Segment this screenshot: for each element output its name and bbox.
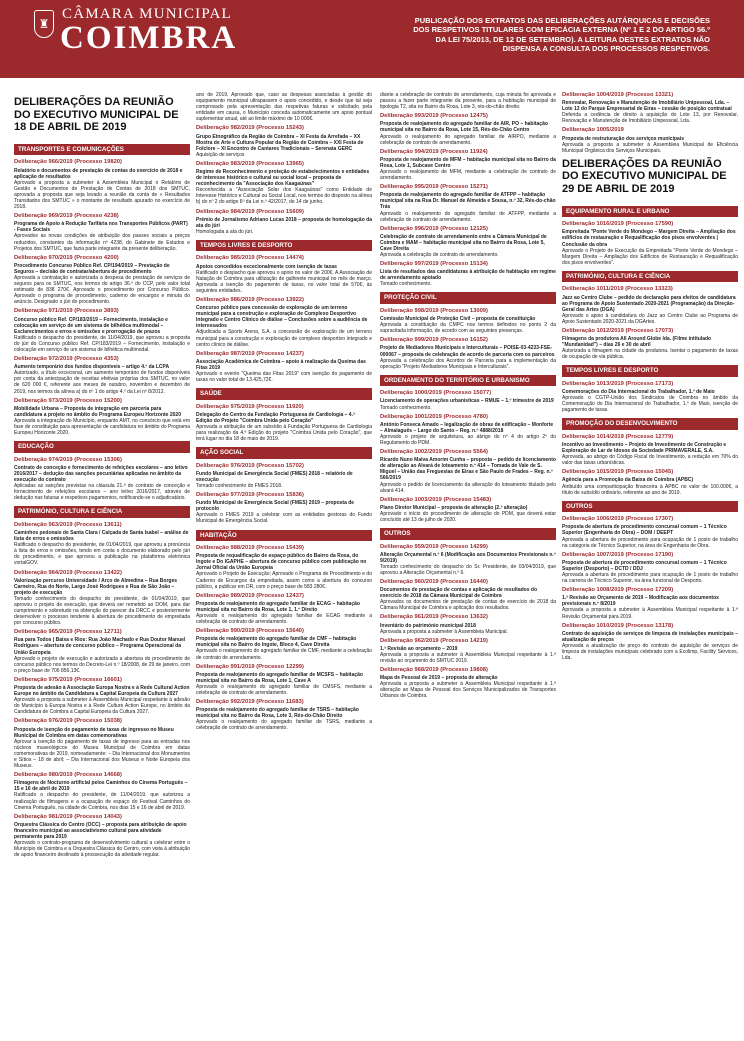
deliberation-body: Adjudicada a Sports Arena, S.A. a concessão de exploração de um terreno municipal para a construção e exploração de complexo desportivo integrado e centro clínico de diálise. <box>196 329 372 348</box>
deliberation-subject: 1.ª Revisão ao Orçamento de 2019 – Modificação aos documentos previsionais n.º 8/2019 <box>562 595 719 608</box>
deliberation-entry <box>562 623 738 662</box>
deliberation-entry <box>380 544 556 576</box>
deliberation-subject: Contrato de aquisição de serviços de limpeza de instalações municipais – atualização de preços <box>562 630 738 643</box>
deliberation-subject: Concurso público para concessão de exploração de um terreno municipal para a construção e exploração de Complexo Desportivo Integrado e Centro Clínico de diálise – Conclusões sobre a audiência de interessados <box>196 305 368 330</box>
section-header: ORDENAMENTO DO TERRITÓRIO E URBANISMO <box>380 375 556 387</box>
deliberation-entry <box>196 92 372 122</box>
deliberation-subject: Plano Diretor Municipal – proposta de alteração (2.ª alteração) <box>380 504 528 511</box>
deliberation-body: Aprovado a proposta a submeter à Assembleia Municipal o Relatório de Gestão e Documentos de Prestação de Contas de 2018 dos SMTUC, aprovada a proposta que seja levado a reunião da conta de « Resultados Transitados dos SMTUC » o montante de resultado apurado no exercício de 2018. <box>14 179 190 211</box>
deliberation-title: Deliberação 971/2019 (Processo 3893) <box>14 308 119 315</box>
deliberation-entry <box>562 469 738 495</box>
deliberation-entry <box>196 125 372 157</box>
deliberation-subject: Procedimento Concurso Público Ref. CP/194/2019 – Prestação de Seguros – decisão de contratar/abertura de procedimento <box>14 262 170 275</box>
deliberation-title: Deliberação 965/2019 (Processo 12711) <box>14 629 122 636</box>
deliberation-entry <box>380 667 556 699</box>
deliberation-entry <box>14 159 190 210</box>
deliberation-title: Deliberação 1011/2019 (Processo 13323) <box>562 286 673 293</box>
deliberation-entry <box>196 255 372 294</box>
deliberation-body: Aprovado o início do procedimento de alteração do PDM, que deverá estar concluído até 13 de julho de 2020. <box>380 510 556 523</box>
deliberation-subject: Rua para Todos | Baixa e Rios: Rua João Machado e Rua Doutor Manuel Rodrigues – abertura de concurso público – Programa Operacional da União Europeia <box>14 637 186 656</box>
deliberation-subject: António Fonseca Amado – legalização de obras de edificação – Monforte – Almalaguês – Largo do Santo – Reg. n.º 4888/2018 <box>380 421 554 434</box>
deliberation-subject: Proposta de realojamento do agregado familiar de MCSFS – habitação municipal sita no Bairro da Rosa, Lote 1, Cave A <box>196 671 363 684</box>
deliberation-body: Aprovado o projeto de arquitetura, ao abrigo do nº 4 do artigo 2º do Regulamento do PDM. <box>380 433 556 446</box>
deliberation-title: Deliberação 1016/2019 (Processo 17590) <box>562 221 674 228</box>
deliberation-entry <box>196 492 372 524</box>
deliberation-subject: Filmagens de Nocturno artificial pelos Caminhos do Cinema Português – 15 e 16 de abril de 2019 <box>14 780 188 793</box>
deliberation-title: Deliberação 980/2019 (Processo 14668) <box>14 772 122 779</box>
deliberation-body: Aprovado o FMES 2019 a celebrar com as entidades gestoras do Fundo Municipal de Emergência Social. <box>196 512 372 525</box>
deliberation-body: Aprovado o realojamento do agregado familiar de AIRPO, mediante a celebração de contrato de arrendamento. <box>380 133 556 146</box>
deliberation-body: Tomado conhecimento do FMES 2018. <box>196 483 283 490</box>
deliberation-entry <box>196 545 372 590</box>
deliberation-body: Autorizada a filmagem na cidade da produtora. Isentar o pagamento de taxas de ocupação de via pública. <box>562 348 738 361</box>
deliberation-subject: Mapa de Pessoal de 2019 – proposta de alteração <box>380 675 498 682</box>
deliberation-entry <box>14 718 190 769</box>
section-header: TEMPOS LIVRES E DESPORTO <box>562 365 738 377</box>
deliberation-title: Deliberação 1006/2019 (Processo 17307) <box>562 516 674 523</box>
deliberation-body: Deferida a cedência de direito à aquisição do Lote 13, por Renovalar, Renovação e Manutenção de Imobiliário Unipessoal, Lda. <box>562 112 738 125</box>
deliberation-subject: Proposta de realojamento do agregado familiar de ECAG – habitação municipal sita no Bairro da Rosa, Lote 1, 1.º Direito <box>196 600 360 613</box>
deliberation-title: Deliberação 995/2019 (Processo 15271) <box>380 184 488 191</box>
deliberation-title: Deliberação 989/2019 (Processo 12437) <box>196 592 304 599</box>
deliberation-subject: Contrato de conceção e fornecimento de refeições escolares – ano letivo 2016/2017 – dedução das sanções pecuniárias aplicadas no âmbito da execução do contrato <box>14 464 188 483</box>
deliberation-subject: Comemorações do Dia Internacional do Trabalhador, 1.º de Maio <box>562 389 715 396</box>
deliberation-subject: Proposta de realojamento do agregado familiar de AIR, PO – habitação municipal sita no Bairro da Rosa, Lote 15, Rés-do-Chão Centro <box>380 121 548 134</box>
deliberation-title: Deliberação 959/2019 (Processo 14299) <box>380 543 488 550</box>
section-header: EDUCAÇÃO <box>14 441 190 453</box>
deliberation-title: Deliberação 961/2019 (Processo 13632) <box>380 614 488 621</box>
deliberation-body: Tomado conhecimento do despacho do presidente, de 01/04/2019, que aprovou o projeto de execução, que deverá ser remetido ao DOM, para dar cumprimento e sobretudo na obtenção do parecer da DRCC e posteriormente desenvolver o processo tendente à abertura de procedimento de empreitada por concurso público. <box>14 595 190 627</box>
deliberation-title: Deliberação 985/2019 (Processo 14474) <box>196 255 304 262</box>
section-header: AÇÃO SOCIAL <box>196 447 372 459</box>
deliberation-title: Deliberação 977/2019 (Processo 15836) <box>196 492 304 499</box>
deliberation-subject: Caminhos pedonais de Santa Clara / Calçada de Santa Isabel – análise de lista de erros e omissões <box>14 529 189 543</box>
deliberation-body: Ratificado o despacho do presidente, de 11/04/2019, que aprovou a proposta do júri do Concurso público Ref. CP/183/2019 – Fornecimento, instalação e colocação em serviço de um sistema de bilhética multimodal. <box>14 334 190 353</box>
deliberation-entry <box>196 628 372 660</box>
deliberation-subject: Proposta de abertura de procedimento concursal comum – 1 Técnico Superior (Desporto) – DCTD / DDJ <box>562 559 727 572</box>
deliberation-subject: Comissão Municipal de Proteção Civil – proposta de constituição <box>380 316 536 323</box>
deliberation-body: Aprovada a celebração dos Acordos de Parceria para a implementação da operação "Projeto Mediadores Municipais e Interculturais". <box>380 357 556 370</box>
deliberation-entry <box>562 328 738 360</box>
deliberation-subject: Fundo Municipal de Emergência Social (FMES) 2019 – proposta de protocolo <box>196 500 355 513</box>
deliberation-body: Aplicadas as sanções previstas na cláusula 21.ª do contrato de conceção e fornecimento de refeições escolares – ano letivo 2016/2017, através de dedução nas faturas e respetivos pagamentos, notificando-se o adjudicatário. <box>14 483 190 502</box>
section-header: OUTROS <box>562 501 738 513</box>
deliberation-body: Aprovada a proposta a submeter à Assembleia Municipal respeitante à 1.ª Revisão Orçamental para 2019. <box>562 607 738 620</box>
deliberation-title: Deliberação 972/2019 (Processo 4353) <box>14 356 119 363</box>
column-3 <box>380 92 556 1036</box>
deliberation-subject: Licenciamento de operações urbanísticas – RMUE – 1.º trimestre de 2019 <box>380 398 554 405</box>
deliberation-title: Deliberação 992/2019 (Processo 11683) <box>196 699 304 706</box>
deliberation-body: Ratificado o despacho que aprovou o apoio no valor de 200€. A Associação de Natação de Coimbra para utilização de galhinete municipal no mês de março. Aprovada a isenção do pagamento de taxas, no valor total de 570€, às seguintes entidades. <box>196 269 372 294</box>
deliberation-entry <box>562 221 738 266</box>
section-header: HABITAÇÃO <box>196 530 372 542</box>
deliberation-subject: Renovalar, Renovação e Manutenção de Imobiliário Unipessoal, Lda. – Lote 13 do Parque Empresarial de Eiras – cessão de posição contratual <box>562 100 732 113</box>
deliberation-entry <box>196 161 372 206</box>
deliberation-body: ano de 2019. Aprovado que, caso as despesas associadas à gestão do equipamento municipal ultrapassem o apoio concedido, e desde que tal seja comprovado pela apresentação das respetivas faturas e solicitado pela entidade em causa, o Município conceda automaticamente um apoio pontual suplementar anual, até ao limite máximo de 10 000€. <box>196 92 372 123</box>
section-header: TEMPOS LIVRES E DESPORTO <box>196 240 372 252</box>
page-header <box>0 0 744 78</box>
deliberation-subject: Inventário do património municipal 2018 <box>380 622 476 629</box>
deliberation-title: Deliberação 1002/2019 (Processo 5564) <box>380 449 488 456</box>
deliberation-title: Deliberação 1012/2019 (Processo 17073) <box>562 327 674 334</box>
deliberation-subject: Programa de Apoio à Redução Tarifária nos Transportes Públicos (PART) - Fases Sociais <box>14 221 188 234</box>
deliberation-body: Aprovado o realojamento do agregado familiar de ECAG mediante a celebração de contrato de arrendamento. <box>196 613 372 626</box>
deliberation-body: Aprovado o Projeto de Execução da Empreitada "Ponte Verde do Mondego – Margem Direita – Ampliação dos Edifícios de Restauração e Requalificação dos pisos envolventes". <box>562 247 738 266</box>
deliberation-body: Autorizado, a título excecional, um aumento temporário de fundos disponíveis por conta da antecipação de receitas efetivas próprias dos SMTUC, no valor de 620 000 €, referente aos meses de outubro, novembro e dezembro de 2019, nos termos da alínea a) do nº 1 do artigo 4.º da Lei nº 8/2012. <box>14 370 190 395</box>
deliberation-body: Aprovada a atribuição de um subsídio à Fundação Portuguesa de Cardiologia para realização da 4.ª Edição do projeto "Coimbra Unida pelo Coração", que terá lugar no dia 18 de maio de 2019. <box>196 423 372 443</box>
deliberation-title: Deliberação 1005/2019 <box>562 127 624 134</box>
deliberation-title: Deliberação 984/2019 (Processo 15609) <box>196 208 304 215</box>
deliberation-subject: Valorização percurso Universidade / Arco de Almedina – Rua Borges Carneiro, Rua do Norte, Largo José Rodrigues e Rua de São João – projeto de execução <box>14 577 178 596</box>
deliberation-title: Deliberação 976/2019 (Processo 15702) <box>196 462 304 469</box>
deliberation-entry <box>380 92 556 110</box>
deliberation-body: Aprovada a atualização de preço do contrato de aquisição de serviços de limpeza de instalações municipais celebrado com a Ecolimp, Facility Services, Lda. <box>562 642 738 662</box>
deliberation-subject: Apoios concedidos excecionalmente com isenção de taxas <box>196 263 337 270</box>
deliberation-title: Deliberação 987/2019 (Processo 14237) <box>196 350 304 357</box>
deliberation-subject: 1.ª Revisão ao orçamento – 2019 <box>380 645 458 652</box>
deliberation-title: Deliberação 964/2019 (Processo 13422) <box>14 569 122 576</box>
deliberation-body: Homologada a ata do júri. <box>196 228 254 235</box>
deliberation-title: Deliberação 998/2019 (Processo 13009) <box>380 308 488 315</box>
deliberation-entry <box>380 261 556 287</box>
deliberation-title: Deliberação 969/2019 (Processo 4238) <box>14 213 119 220</box>
deliberation-subject: Filmagens da produtora All Around Globe lda. (Filme intitulado "Mundanidad") – dias 26 e 30 de abril <box>562 336 712 349</box>
deliberation-title: Deliberação 976/2019 (Processo 15038) <box>14 718 122 725</box>
deliberation-body: Aprovada, ao abrigo do Código Fiscal do Investimento, a redução em 70% do valor das taxas urbanísticas. <box>562 454 738 467</box>
deliberation-subject: Fundo Municipal de Emergência Social (FMES) 2018 – relatório de execução <box>196 470 353 483</box>
deliberation-subject: Proposta de abertura de procedimento concursal comum – 1 Técnico Superior (Engenharia do Obra) – DOM / DEEPT <box>562 524 727 537</box>
section-header: PROTEÇÃO CIVIL <box>380 292 556 304</box>
deliberation-title: Deliberação 962/2019 (Processo 14219) <box>380 637 488 644</box>
deliberation-entry <box>562 587 738 619</box>
deliberation-subject: Proposta de realojamento do agregado familiar de ATFPP – habitação municipal sita na Rua Dr. Manuel de Almeida e Sousa, n.º 32, Rés-do-chão Trás <box>380 192 556 211</box>
deliberation-title: Deliberação 991/2019 (Processo 12299) <box>196 663 304 670</box>
deliberation-entry <box>14 398 190 437</box>
deliberation-title: Deliberação 1010/2019 (Processo 13178) <box>562 622 674 629</box>
deliberation-entry <box>14 814 190 859</box>
deliberation-title: Deliberação 963/2019 (Processo 13611) <box>14 521 122 528</box>
deliberation-subject: Regime de Reconhecimento e proteção de estabelecimentos e entidades de interesse histórico e cultural ou social local – proposta de reconhecimento da "Associação dos Kaagaúnas" <box>196 168 370 188</box>
deliberation-subject: Proposta de restruturação dos serviços municipais <box>562 135 684 142</box>
deliberation-entry <box>196 351 372 383</box>
deliberation-subject: Proposta de realojamento do agregado familiar de CMF – habitação municipal sita no Bairro do Ingote, Bloco 4, Cave Direita <box>196 636 357 649</box>
deliberation-entry <box>562 286 738 325</box>
deliberation-entry <box>380 308 556 334</box>
deliberation-entry <box>562 516 738 548</box>
deliberation-subject: Relatório e documentos de prestação de contas do exercício de 2018 e aplicação de resultados <box>14 167 183 180</box>
section-header: PROMOÇÃO DO DESENVOLVIMENTO <box>562 418 738 430</box>
deliberation-entry <box>380 414 556 446</box>
deliberation-body: Tomado conhecimento. <box>380 404 432 411</box>
deliberation-body: Aprovado o realojamento do agregado familiar de CMSFS, mediante a celebração de contrato de arrendamento. <box>196 683 372 696</box>
deliberation-entry <box>562 434 738 466</box>
deliberation-title: Deliberação 970/2019 (Processo 4200) <box>14 254 119 261</box>
deliberation-subject: Proposta de requalificação de espaço público do Bairro da Rosa, do Ingote e Do IGAPHE – abertura de concurso público com publicação no Jornal Oficial da União Europeia <box>196 553 367 572</box>
deliberation-title: Deliberação 960/2019 (Processo 16440) <box>380 579 488 586</box>
deliberation-title: Deliberação 1015/2019 (Processo 15045) <box>562 469 674 476</box>
deliberation-entry <box>380 449 556 494</box>
deliberation-body: Aprovada a proposta a submeter à Assembleia Municipal. <box>380 628 508 635</box>
deliberation-body: Tomado conhecimento do despacho do Sr. Presidente, de 03/04/2019, que aprovou a Alteração Orçamental n.º 6. <box>380 563 556 576</box>
deliberation-subject: Proposta de realojamento de MFM – habitação municipal sita no Bairro da Rosa, Lote 1, Subcave Centro <box>380 156 556 169</box>
deliberation-subject: Lista de resultados das candidaturas à atribuição de habitação em regime de arrendamento apoiado <box>380 269 556 282</box>
deliberation-body: Ratificado o despacho do presidente, de 01/04/2019, que aprovou a pronúncia à lista de erros e omissões, tendo em conta o documento elaborado pelo júri do procedimento, e que aprovou a publicação na plataforma eletrónica vortalGOV. <box>14 542 190 567</box>
deliberation-body: Tomado conhecimento. <box>380 281 432 288</box>
meeting-title: DELIBERAÇÕES DA REUNIÃO DO EXECUTIVO MUNICIPAL DE 29 DE ABRIL DE 2019 <box>562 157 727 196</box>
deliberation-body: Aprovada a abertura de procedimento para ocupação de 1 posto de trabalho na categoria de Técnico Superior, na área de Engenharia de Obra. <box>562 536 738 549</box>
section-header: TRANSPORTES E COMUNICAÇÕES <box>14 144 190 156</box>
deliberation-body: Aprovar a isenção do pagamento de taxas de ingresso para as entradas nos núcleos museológicos do Museu Municipal de Coimbra em datas comemorativas de 2019, nomeadamente: – Dia Internacional dos Monumentos e Sítios – 18 de abril; – Dia Internacional dos Museus e Noite Europeia dos Museus. <box>14 738 190 770</box>
deliberation-subject: Delegação do Centro da Fundação Portuguesa de Cardiologia – 4.ª Edição do Projeto "Coimbra Unida pelo Coração" <box>196 411 355 424</box>
meeting-title: DELIBERAÇÕES DA REUNIÃO DO EXECUTIVO MUNICIPAL DE 18 DE ABRIL DE 2019 <box>14 96 179 134</box>
deliberation-subject: Prémio de Jornalismo Adriano Lucas 2018 – proposta de homologação da ata do júri <box>196 216 372 229</box>
deliberation-entry <box>14 522 190 567</box>
deliberation-entry <box>562 381 738 413</box>
deliberation-title: Deliberação 993/2019 (Processo 12475) <box>380 113 488 120</box>
deliberation-body: Aprovado o CGTP-União dos Sindicatos de Coimbra no âmbito da Comemoração do Dia Internacional do Trabalhador, 1.º de Maio, isenção de pagamento de taxas. <box>562 395 738 414</box>
deliberation-title: Deliberação 983/2019 (Processo 13965) <box>196 160 304 167</box>
deliberation-title: Deliberação 1003/2019 (Processo 15483) <box>380 496 492 503</box>
deliberation-title: Deliberação 975/2019 (Processo 11920) <box>196 403 304 410</box>
deliberation-subject: Aumento temporário dos fundos disponíveis – artigo 4.º da LCPA <box>14 364 170 371</box>
deliberation-body: Aquisição de serviços <box>196 151 245 158</box>
deliberation-body: Aprovado o realojamento do agregado familiar de TSRS, mediante a celebração de contrato de arrendamento. <box>196 719 372 732</box>
deliberation-entry <box>380 226 556 258</box>
deliberation-title: Deliberação 999/2019 (Processo 16152) <box>380 337 488 344</box>
deliberation-entry <box>14 629 190 674</box>
deliberation-subject: Proposta de realojamento do agregado familiar de TSRS – habitação municipal sita no Bairro da Rosa, Lote 3, Rés-do-Chão Direito <box>196 707 359 720</box>
deliberation-entry <box>380 638 556 664</box>
deliberation-title: Deliberação 973/2019 (Processo 15200) <box>14 397 122 404</box>
deliberation-body: Aprovado o pedido de licenciamento da alteração do loteamento titulado pelo alvará 414. <box>380 481 556 494</box>
deliberation-body: Aprovada a contratação e autorizada a despesa de prestação de serviços de seguros para os SMTUC, nos termos do artigo 36.º do CCP, pelo valor total estimado de 838 270€. Aprovado o procedimento por Concurso Público. Aprovado o programa de procedimento, caderno de encargos e minuta do anúncio. Designado o júri do procedimento. <box>14 274 190 306</box>
deliberation-entry <box>380 149 556 181</box>
deliberation-title: Deliberação 966/2019 (Processo 19820) <box>14 159 122 166</box>
deliberation-body: Aprovado a proposta a submeter à Assembleia Municipal respeitante à adesão do Município à Europa Nostra e à Rede Culture Action Europe, no âmbito da Candidatura de Coimbra a Capital Europeia da Cultura 2027. <box>14 697 190 716</box>
deliberation-entry <box>14 457 190 502</box>
deliberation-body: Reconhecida a "Associação Solar dos Kaagaúnas" como Entidade de Interesse Histórico e Cultural ou Social Local, nos termos do disposto na alínea b) do nº 2 do artigo 6º da Lei n.º 42/2017, de 14 de junho. <box>196 187 372 206</box>
deliberation-title: Deliberação 990/2019 (Processo 15640) <box>196 628 304 635</box>
deliberation-subject: Jazz ao Centro Clube – pedido de declaração para efeitos de candidatura ao Programa de Apoio Sustentado 2020-2021 (Programação) da Direção-Geral das Artes (DGA) <box>562 294 736 313</box>
deliberation-entry <box>380 579 556 611</box>
deliberation-title: Deliberação 994/2019 (Processo 11924) <box>380 148 488 155</box>
deliberation-entry <box>196 593 372 625</box>
deliberation-subject: Projeto de Mediadores Municipais e Interculturais – POISE-03-4233-FSE-000067 – proposta de celebração de acordo de parceria com os parceiros <box>380 345 555 358</box>
deliberation-title: Deliberação 981/2019 (Processo 14043) <box>14 813 122 820</box>
deliberation-entry <box>14 356 190 395</box>
deliberation-subject: Agência para a Promoção da Baixa de Coimbra (APBC) <box>562 477 694 484</box>
deliberation-entry <box>380 337 556 369</box>
deliberation-title: Deliberação 968/2019 (Processo 19808) <box>380 667 488 674</box>
deliberation-subject: Celebração de contrato de arrendamento entre a Câmara Municipal de Coimbra e MAM – habitação municipal sita no Bairro da Rosa, Lote 5, Cave Direita <box>380 233 547 252</box>
deliberation-title: Deliberação 1008/2019 (Processo 17209) <box>562 587 674 594</box>
coimbra-crest-icon: ♜ <box>34 10 54 38</box>
deliberation-body: Aprovado o realojamento de MFM, mediante a celebração de contrato de arrendamento. <box>380 168 556 182</box>
logo-main-text: COIMBRA <box>60 20 238 56</box>
deliberation-entry <box>380 497 556 523</box>
deliberation-entry <box>380 113 556 145</box>
deliberation-body: Aprovado o Projeto de Execução; Aprovado o Programa de Procedimento e do Caderno de Encargos da empreitada, assim como a abertura do concurso público, a publicar em DR, com o preço base de 583 280€. <box>196 571 372 590</box>
deliberation-title: Deliberação 986/2019 (Processo 13922) <box>196 296 304 303</box>
deliberation-title: Deliberação 974/2019 (Processo 15306) <box>14 456 122 463</box>
column-1 <box>14 92 190 1036</box>
deliberation-title: Deliberação 1014/2019 (Processo 12779) <box>562 433 674 440</box>
deliberation-subject: Alteração Orçamental n.º 6 (Modificação aos Documentos Previsionais n.º 9/2019) <box>380 551 556 564</box>
deliberation-entry <box>562 92 738 124</box>
deliberation-body: Aprovado o projeto de execução e autorizada a abertura do procedimento de concurso público nos termos do Decreto-Lei n.º 18/2008, de 29 de janeiro, com o preço base de 706 856,13€. <box>14 655 190 674</box>
deliberation-subject: Documentos de prestação de contas e aplicação de resultados do exercício de 2018 da Câmara Municipal de Coimbra <box>380 587 537 600</box>
deliberation-body: Aprovado o realojamento do agregado familiar de CMF, mediante a celebração de contrato de arrendamento. <box>196 648 372 661</box>
deliberation-body: Aprovada a integração do Município, enquanto AMT, no consórcio que está em fase de constituição para apresentação de candidatura no âmbito do Programa Europeu Horizonte 2020. <box>14 417 190 437</box>
deliberation-subject: Ricardo Nuno Malva Amorim Cunha – proposta – pedido de licenciamento de alteração ao Alvará de loteamento n.º 414 – Tomada de Vale de S. Miguel – União das Freguesias de Eiras e São Paulo de Frades – Reg. n.º 566/2019 <box>380 457 556 482</box>
deliberation-subject: Empreitada "Ponte Verde do Mondego – Margem Direita – Ampliação dos edifícios de restauração e Requalificação dos pisos envolventes | Conclusão da obra <box>562 229 736 248</box>
deliberation-subject: Proposta de adesão à Associação Europa Nostra e à Rede Cultural Action Europe no âmbito da Candidatura a Capital Europeia da Cultura 2027 <box>14 685 190 698</box>
deliberation-entry <box>14 255 190 306</box>
deliberation-body: Aprovada a proposta a submeter à Assembleia Municipal respeitante à 1.ª revisão ao orçamento do SMTUC 2019. <box>380 651 556 664</box>
deliberation-title: Deliberação 1013/2019 (Processo 17173) <box>562 380 674 387</box>
deliberation-subject: Associação Académica de Coimbra – apoio à realização da Queima das Fitas 2019 <box>196 358 366 371</box>
deliberation-body: Atribuído uma comparticipação financeira à APBC no valor de 100.000€, a título de subsídio ordinário, referente ao ano de 2019. <box>562 483 738 496</box>
section-header: EQUIPAMENTO RURAL E URBANO <box>562 206 738 218</box>
deliberation-entry <box>562 127 738 153</box>
deliberation-entry <box>196 209 372 235</box>
deliberation-title: Deliberação 988/2019 (Processo 15439) <box>196 545 304 552</box>
deliberation-entry <box>196 404 372 443</box>
deliberation-subject: Concurso público Ref. CP/183/2019 – Fornecimento, instalação e colocação em serviço de um sistema de bilhética multimodal – Esclarecimentos e erros e omissões e prorrogação de prazos <box>14 316 168 335</box>
deliberation-subject: Grupo Etnográfico da Região de Coimbra – XI Festa da Arrefada – XX Mostra de Arte e Cultura Popular da Região de Coimbra – XXI Festa de Folclore – XI Encontro de Cantares Tradicionais – Serenata GERC <box>196 133 364 152</box>
deliberation-title: Deliberação 1001/2019 (Processo 4780) <box>380 413 488 420</box>
deliberation-body: Aprovado o apoio à candidatura do Jazz ao Centro Clube ao Programa de Apoio Sustentado 2020-2021 da DGArtes. <box>562 312 738 325</box>
deliberation-body: diante a celebração de contrato de arrendamento, cuja minuta foi aprovada e passou a fazer parte integrante da presente, para a habitação municipal de tipologia T2, sita no Bairro da Rosa, Lote 3, rés-do-chão direito. <box>380 92 556 111</box>
deliberation-title: Deliberação 996/2019 (Processo 12125) <box>380 225 488 232</box>
deliberation-subject: Orquestra Clássica do Centro (OCC) – proposta para atribuição de apoio financeiro municipal ao associativismo cultural para atividade permanente para 2019 <box>14 821 187 840</box>
column-2 <box>196 92 372 1036</box>
deliberation-body: Aprovada a celebração de contrato de arrendamento. <box>380 252 499 259</box>
deliberation-entry <box>380 614 556 634</box>
deliberation-body: Ratificado o despacho do presidente, de 11/04/2019, que autorizou a realização de filmagens e a ocupação de espaço do Festival Caminhos do Cinema Português, na cidade de Coimbra, nos dias 15 e 16 de abril de 2019. <box>14 792 190 811</box>
deliberation-subject: Mobilidade Urbana – Proposta de integração em parceria para candidatura a projeto no âmbito do Programa Europeu Horizonte 2020 <box>14 405 181 418</box>
section-header: SAÚDE <box>196 388 372 400</box>
deliberation-body: Aprovados os documentos de prestação de contas de exercício de 2018 da Câmara Municipal de Coimbra e aplicação dos resultados. <box>380 599 556 612</box>
deliberation-entry <box>380 390 556 410</box>
deliberation-entry <box>196 297 372 348</box>
publication-notice: PUBLICAÇÃO DOS EXTRATOS DAS DELIBERAÇÕES AUTÁRQUICAS E DECISÕES DOS RESPETIVOS TITULARES COM EFICÁCIA EXTERNA (Nº 1 E 2 DO ARTIGO 56.º DA LEI 75/2013, DE 12 DE SETEMBRO). A LEITURA DESTES EXTRATOS NÃO DISPENSA A CONSULTA DOS PROCESSOS RESPETIVOS. <box>413 16 710 54</box>
section-header: PATRIMÓNIO, CULTURA E CIÊNCIA <box>14 506 190 518</box>
deliberation-title: Deliberação 1000/2019 (Processo 15077) <box>380 390 492 397</box>
section-header: PATRIMÓNIO, CULTURA E CIÊNCIA <box>562 271 738 283</box>
section-header: OUTROS <box>380 528 556 540</box>
deliberation-entry <box>14 308 190 353</box>
deliberation-title: Deliberação 982/2019 (Processo 15243) <box>196 125 304 132</box>
deliberation-body: Aprovada a constituição da CMPC nos termos definidos no ponto 2 da supracitada informação, de acordo com as seguintes presenças. <box>380 322 556 335</box>
deliberation-body: Aprovado o realojamento do agregado familiar de ATFPP, mediante a celebração de contrato de arrendamento. <box>380 210 556 223</box>
deliberation-entry <box>14 677 190 716</box>
deliberation-entry <box>196 699 372 731</box>
logo-top-text: CÂMARA MUNICIPAL <box>62 6 232 22</box>
deliberation-body: Aprovados as novas condições de atribuição dos passes sociais a preços reduzidos, constantes da informação nº 4238, do Gabinete de Estudos e Projetos dos SMTUC, que fazia parte integrante da presente deliberação. <box>14 233 190 252</box>
deliberation-entry <box>196 664 372 696</box>
deliberation-subject: Incentivo ao Investimento – Projeto de Investimento de Construção e Exploração de Lar de Idosos da Sociedade PRIMAVERALE, S.A. <box>562 442 727 455</box>
deliberation-title: Deliberação 1007/2019 (Processo 17190) <box>562 551 674 558</box>
deliberation-title: Deliberação 1004/2019 (Processo 13321) <box>562 92 674 98</box>
deliberation-entry <box>196 463 372 489</box>
deliberation-subject: Proposta de isenção de pagamento de taxas de ingresso no Museu Municipal de Coimbra em datas comemorativas <box>14 726 174 739</box>
deliberation-entry <box>562 552 738 584</box>
deliberation-title: Deliberação 975/2019 (Processo 16601) <box>14 676 122 683</box>
deliberation-entry <box>14 772 190 811</box>
deliberation-entry <box>14 213 190 252</box>
deliberation-entry <box>14 570 190 627</box>
deliberation-title: Deliberação 997/2019 (Processo 15134) <box>380 261 488 268</box>
deliberation-body: Aprovada a proposta a submeter à Assembleia Municipal respeitante à 1.ª alteração ao Mapa de Pessoal dos Serviços Municipalizados de Transportes Urbanos de Coimbra. <box>380 681 556 700</box>
deliberation-body: Aprovado o contrato-programa de desenvolvimento cultural a celebrar entre o Município de Coimbra e a Orquestra Clássica do Centro, com vista à atribuição de apoio financeiro destinado à prossecução da atividade regular. <box>14 840 190 859</box>
deliberation-body: Aprovada a proposta a submeter à Assembleia Municipal de Eficiência Municipal Orgânica dos Serviços Municipais. <box>562 141 738 154</box>
deliberation-entry <box>380 184 556 223</box>
deliberation-body: Aprovado o evento "Queima das Fitas 2019" com isenção do pagamento de taxas no valor total de 13.425,72€. <box>196 370 372 384</box>
column-4 <box>562 92 738 1036</box>
deliberation-body: Aprovada a abertura de procedimento para ocupação de 1 posto de trabalho na carreira de Técnico Superior, na área funcional de Desporto. <box>562 572 738 585</box>
